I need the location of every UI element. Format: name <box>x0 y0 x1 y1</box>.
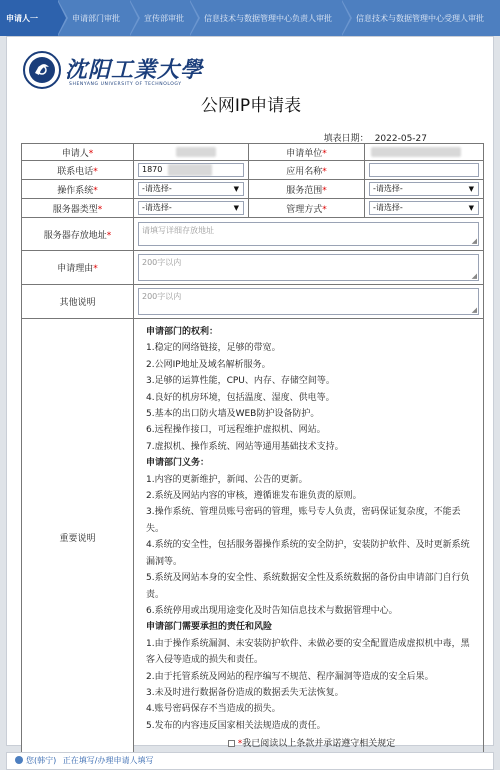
duties-item: 3.操作系统、管理员账号密码的管理，账号专人负责，密码保证复杂度，不能丢失。 <box>146 507 461 534</box>
user-icon <box>15 756 23 764</box>
phone-input[interactable]: 1870 <box>138 163 244 177</box>
duties-item: 5.系统及网站本身的安全性、系统数据安全性及系统数据的备份由申请部门自行负责。 <box>146 573 470 600</box>
status-user[interactable]: 您(韩宁) <box>26 756 57 765</box>
location-label: 服务器存放地址* <box>22 218 134 251</box>
fill-date-value: 2022-05-27 <box>374 134 427 144</box>
mgmt-label: 管理方式* <box>249 199 365 218</box>
server-type-select[interactable]: -请选择- ▼ <box>138 201 244 215</box>
rights-item: 1.稳定的网络链接，足够的带宽。 <box>146 343 281 354</box>
scope-cell <box>365 180 484 199</box>
resize-grip-icon[interactable]: ◢ <box>471 237 477 245</box>
liability-item: 4.账号密码保存不当造成的损失。 <box>146 704 281 715</box>
rights-item: 5.基本的出口防火墙及WEB防护设备防护。 <box>146 409 320 420</box>
location-cell <box>134 218 484 251</box>
scope-label: 服务范围* <box>249 180 365 199</box>
liability-item: 1.由于操作系统漏洞、未安装防护软件、未做必要的安全配置造成虚拟机中毒，黑客入侵等造成的损失和责任。 <box>146 638 470 666</box>
mgmt-select[interactable]: -请选择- ▼ <box>369 201 479 215</box>
application-form-table <box>21 143 484 758</box>
reason-cell <box>134 251 484 285</box>
liability-item: 2.由于托管系统及网站的程序编写不规范、程序漏洞等造成的安全后果。 <box>146 671 434 682</box>
step-propaganda-approval[interactable]: 宣传部审批 <box>130 0 190 36</box>
dept-label: 申请单位* <box>249 144 365 161</box>
phone-cell <box>134 161 249 180</box>
university-emblem-icon <box>23 51 61 89</box>
chevron-down-icon: ▼ <box>468 185 474 193</box>
server-type-label: 服务器类型* <box>22 199 134 218</box>
liability-item: 5.发布的内容违反国家相关法规造成的责任。 <box>146 720 326 731</box>
app-name-label: 应用名称* <box>249 161 365 180</box>
university-name-cn: 沈阳工業大學 <box>65 57 204 83</box>
university-name-en: SHENYANG UNIVERSITY OF TECHNOLOGY <box>69 82 182 87</box>
fill-date-label: 填表日期： <box>323 134 369 144</box>
other-cell <box>134 285 484 319</box>
chevron-down-icon: ▼ <box>233 204 239 212</box>
other-textarea[interactable]: 200字以内 ◢ <box>138 288 479 315</box>
chevron-down-icon: ▼ <box>468 204 474 212</box>
notes-label: 重要说明 <box>22 319 134 758</box>
rights-item: 7.虚拟机、操作系统、网站等通用基础技术支持。 <box>146 441 344 452</box>
status-bar <box>6 752 494 770</box>
applicant-value <box>134 144 249 161</box>
duties-item: 6.系统停用或出现用途变化及时告知信息技术与数据管理中心。 <box>146 605 398 616</box>
app-name-input[interactable] <box>369 163 479 177</box>
reason-label: 申请理由* <box>22 251 134 285</box>
duties-item: 1.内容的更新维护，新闻、公告的更新。 <box>146 474 308 485</box>
rights-item: 6.远程操作接口，可远程维护虚拟机、网站。 <box>146 425 326 436</box>
form-paper <box>6 36 494 750</box>
duties-item: 2.系统及网站内容的审核，遵循谁发布谁负责的原则。 <box>146 491 362 502</box>
rights-item: 4.良好的机房环境，包括温度、湿度、供电等。 <box>146 392 335 403</box>
mgmt-cell <box>365 199 484 218</box>
university-logo <box>23 51 204 95</box>
rights-item: 2.公网IP地址及域名解析服务。 <box>146 359 271 370</box>
os-select[interactable]: -请选择- ▼ <box>138 182 244 196</box>
rights-heading: 申请部门的权利： <box>146 327 219 337</box>
resize-grip-icon[interactable]: ◢ <box>471 306 477 314</box>
step-it-handler-approval[interactable]: 信息技术与数据管理中心受理人审批 <box>356 13 484 23</box>
dept-value <box>365 144 484 161</box>
location-textarea[interactable]: 请填写详细存放地址 ◢ <box>138 222 479 246</box>
resize-grip-icon[interactable]: ◢ <box>471 272 477 280</box>
os-cell <box>134 180 249 199</box>
important-notes <box>134 319 484 758</box>
duties-heading: 申请部门义务： <box>146 458 210 469</box>
liability-item: 3.未及时进行数据备份造成的数据丢失无法恢复。 <box>146 687 344 698</box>
other-label: 其他说明 <box>22 285 134 319</box>
liability-heading: 申请部门需要承担的责任和风险 <box>146 622 273 633</box>
reason-textarea[interactable]: 200字以内 ◢ <box>138 254 479 281</box>
workflow-steps <box>0 0 500 36</box>
phone-label: 联系电话* <box>22 161 134 180</box>
step-applicant[interactable]: 申请人一 <box>0 0 58 36</box>
os-label: 操作系统* <box>22 180 134 199</box>
status-text: 正在填写/办理申请人填写 <box>62 756 154 765</box>
agreement-row: *我已阅读以上条款并承诺遵守相关规定 <box>146 736 477 752</box>
app-name-cell <box>365 161 484 180</box>
rights-item: 3.足够的运算性能，CPU、内存、存储空间等。 <box>146 376 335 387</box>
agree-text: 我已阅读以上条款并承诺遵守相关规定 <box>242 739 396 750</box>
scope-select[interactable]: -请选择- ▼ <box>369 182 479 196</box>
agree-checkbox[interactable] <box>228 740 235 747</box>
step-it-head-approval[interactable]: 信息技术与数据管理中心负责人审批 <box>190 0 342 36</box>
step-dept-approval[interactable]: 申请部门审批 <box>58 0 130 36</box>
duties-item: 4.系统的安全性，包括服务器操作系统的安全防护，安装防护软件、及时更新系统漏洞等。 <box>146 540 470 567</box>
applicant-label: 申请人* <box>22 144 134 161</box>
form-title: 公网IP申请表 <box>200 96 302 116</box>
server-type-cell <box>134 199 249 218</box>
chevron-down-icon: ▼ <box>233 185 239 193</box>
